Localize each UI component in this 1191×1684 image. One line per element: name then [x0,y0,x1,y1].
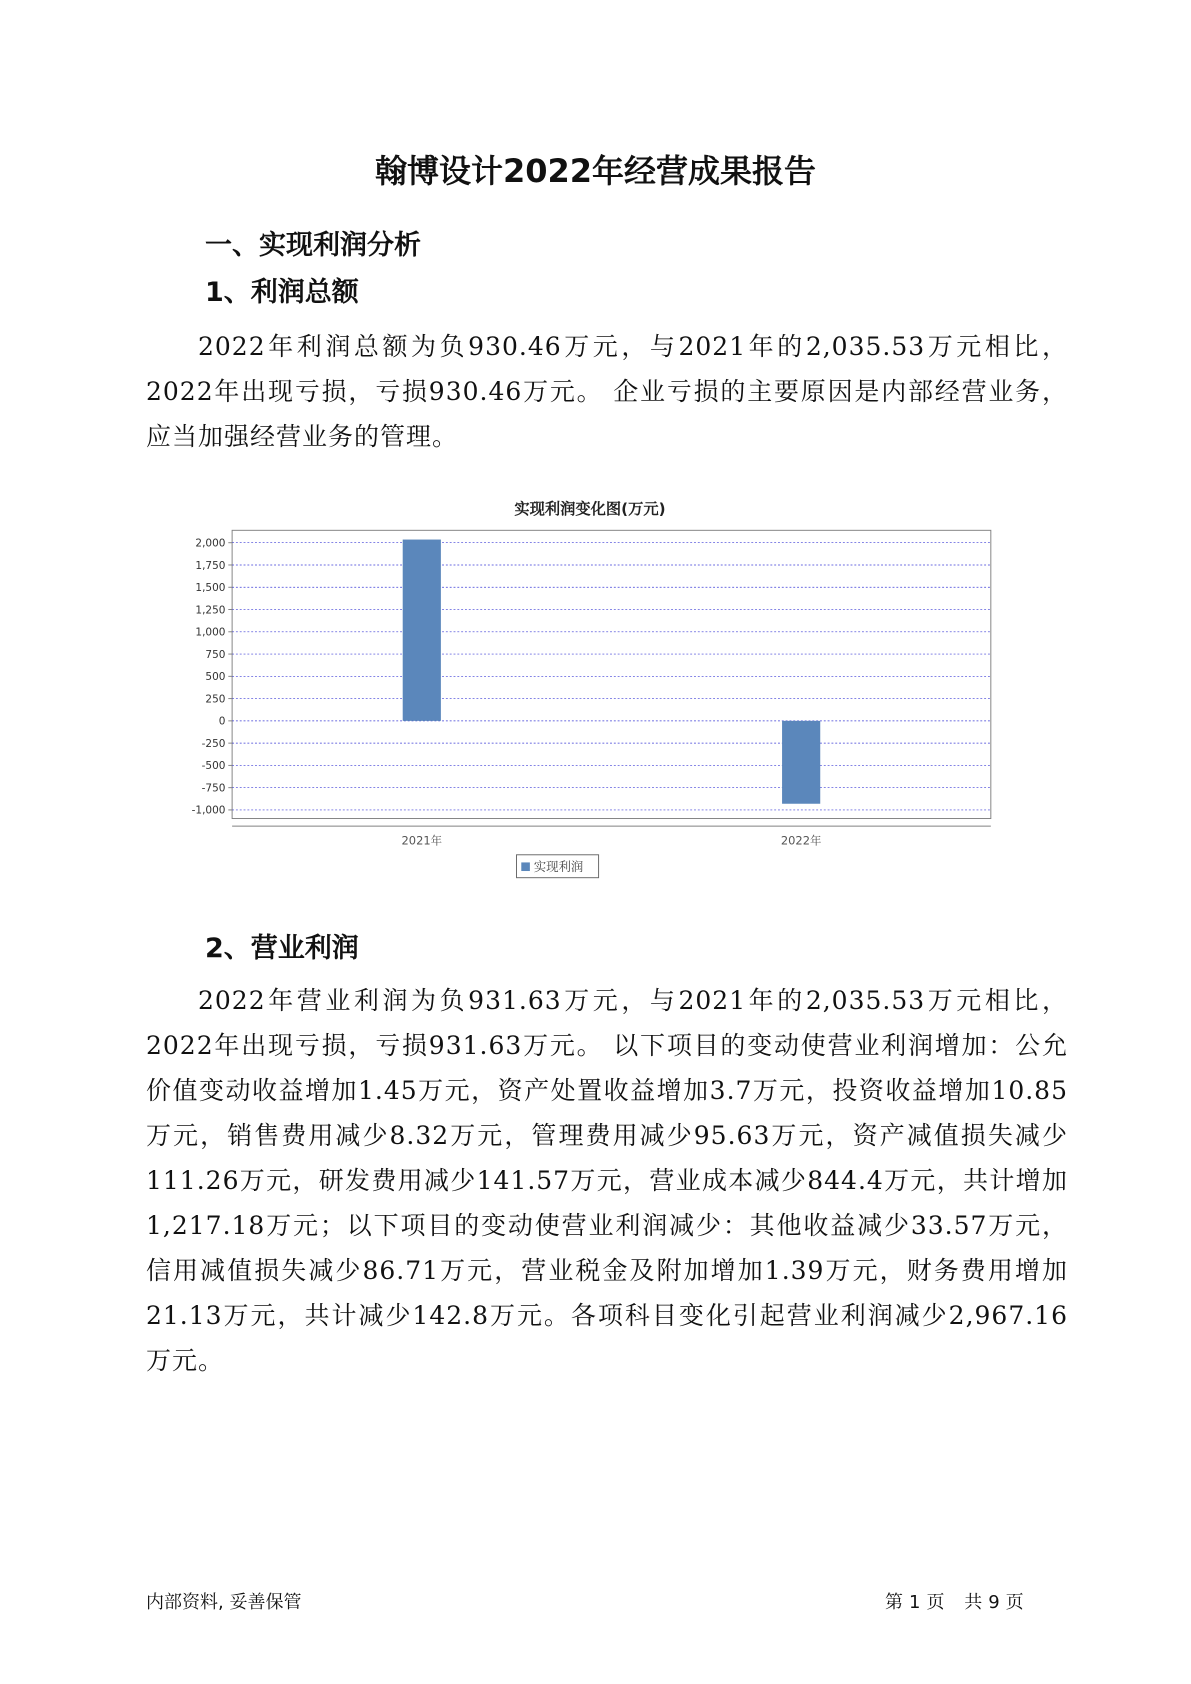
section-heading-profit-analysis: 一、实现利润分析 [205,230,421,261]
page-title: 翰博设计2022年经营成果报告 [374,152,817,190]
y-tick-label: 1,750 [195,559,226,572]
paragraph-operating-profit: 2022年营业利润为负931.63万元，与2021年的2,035.53万元相比，2022年出现亏损，亏损931.63万元。 以下项目的变动使营业利润增加：公允价值变动收益增加1.45万元，资产处置收益增加3.7万元，投资收益增加10.85万元，销售费用减少8.32万元，管理费用减少95.63万元，资产减值损失减少111.26万元，研发费用减少141.57万元，营业成本减少844.4万元，共计增加1,217.18万元；以下项目的变动使营业利润减少：其他收益减少33.57万元，信用减值损失减少86.71万元，营业税金及附加增加1.39万元，财务费用增加21.13万元，共计减少142.8万元。各项科目变化引起营业利润减少2,967.16万元。 [146,986,1068,1375]
paragraph-total-profit: 2022年利润总额为负930.46万元，与2021年的2,035.53万元相比，2022年出现亏损，亏损930.46万元。 企业亏损的主要原因是内部经营业务，应当加强经营业务的管理。 [146,332,1068,451]
y-tick-label: 2,000 [195,537,226,550]
profit-chart-svg [150,495,1030,955]
subheading-operating-profit: 2、营业利润 [205,933,359,964]
x-category-label: 2022年 [780,833,822,848]
bar-2 [782,721,820,804]
y-tick-label: 1,000 [195,626,226,639]
y-tick-label: 750 [205,648,226,661]
profit-chart [150,495,1030,955]
total-suffix: 页 [1005,1592,1024,1613]
y-tick-label: -500 [201,760,226,773]
plot-area [232,530,991,818]
y-tick-label: 250 [205,693,226,706]
page-suffix: 页 [926,1592,945,1613]
legend-label: 实现利润 [533,859,584,875]
y-tick-label: 1,250 [195,604,226,617]
bar-1 [403,540,441,721]
footer-page-info [885,1588,1030,1614]
y-tick-label: 1,500 [195,582,226,595]
total-pages: 9 [988,1592,1000,1613]
footer-confidential-note: 内部资料, 妥善保管 [146,1592,302,1613]
y-tick-label: -1,000 [191,804,226,817]
y-tick-label: -250 [201,737,226,750]
subheading-total-profit: 1、利润总额 [205,277,359,308]
y-tick-label: -750 [201,782,226,795]
y-tick-label: 500 [205,671,226,684]
page-number: 1 [909,1592,921,1613]
y-tick-label: 0 [218,715,226,728]
chart-title: 实现利润变化图(万元) [514,500,666,519]
legend-swatch [521,862,530,871]
x-category-label: 2021年 [401,833,443,848]
total-prefix: 共 [964,1592,983,1613]
page-prefix: 第 [885,1592,903,1613]
